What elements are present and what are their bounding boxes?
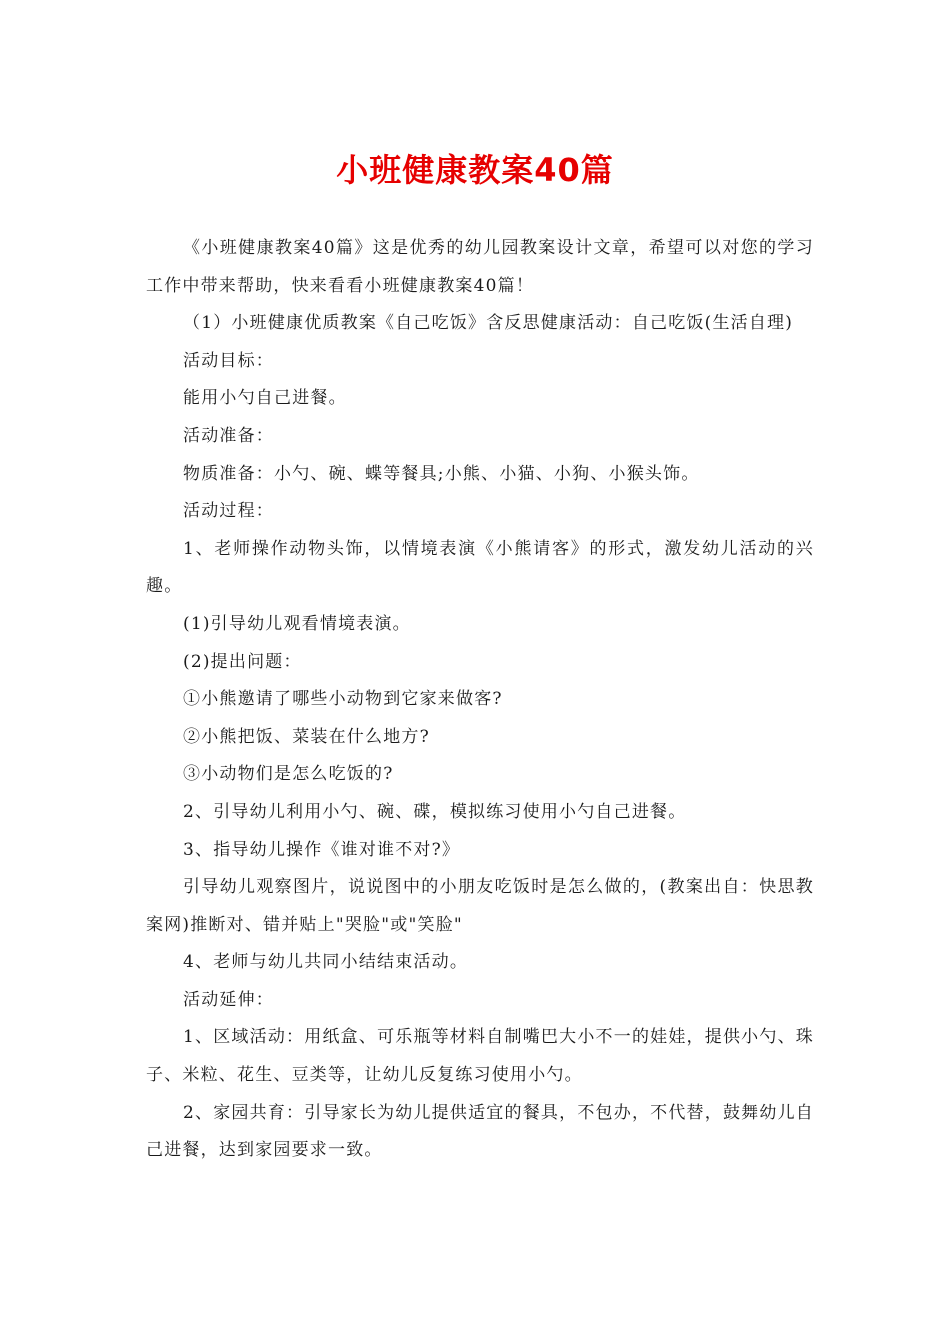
paragraph-step-1-2: (2)提出问题： bbox=[183, 651, 302, 672]
paragraph-prep-label: 活动准备： bbox=[183, 425, 274, 446]
paragraph-intro: 《小班健康教案40篇》这是优秀的幼儿园教案设计文章，希望可以对您的学习工作中带来帮助，快来看看小班健康教案40篇！ bbox=[146, 238, 814, 296]
paragraph-step-1-1: (1)引导幼儿观看情境表演。 bbox=[183, 613, 411, 634]
paragraph-step-3: 3、指导幼儿操作《谁对谁不对?》 bbox=[183, 839, 461, 860]
paragraph-step-4: 4、老师与幼儿共同小结结束活动。 bbox=[183, 952, 469, 973]
paragraph-question-2: ②小熊把饭、菜装在什么地方? bbox=[183, 726, 430, 747]
paragraph-lesson-heading: （1）小班健康优质教案《自己吃饭》含反思健康活动：自己吃饭(生活自理) bbox=[183, 313, 794, 334]
paragraph-goal: 能用小勺自己进餐。 bbox=[183, 388, 347, 409]
paragraph-process-label: 活动过程： bbox=[183, 501, 274, 522]
paragraph-goal-label: 活动目标： bbox=[183, 350, 274, 371]
paragraph-question-1: ①小熊邀请了哪些小动物到它家来做客? bbox=[183, 689, 503, 710]
paragraph-prep: 物质准备：小勺、碗、蝶等餐具;小熊、小猫、小狗、小猴头饰。 bbox=[183, 463, 700, 484]
paragraph-extension-2: 2、家园共育：引导家长为幼儿提供适宜的餐具，不包办，不代替，鼓舞幼儿自己进餐，达到家园要求一致。 bbox=[146, 1102, 814, 1161]
paragraph-step-3-detail: 引导幼儿观察图片，说说图中的小朋友吃饭时是怎么做的，(教案出自：快思教案网)推断对、错并贴上"哭脸"或"笑脸" bbox=[146, 877, 814, 935]
paragraph-step-1: 1、老师操作动物头饰，以情境表演《小熊请客》的形式，激发幼儿活动的兴趣。 bbox=[146, 538, 814, 597]
paragraph-question-3: ③小动物们是怎么吃饭的? bbox=[183, 764, 394, 785]
document-body bbox=[146, 230, 814, 1170]
paragraph-step-2: 2、引导幼儿利用小勺、碗、碟，模拟练习使用小勺自己进餐。 bbox=[183, 801, 687, 822]
paragraph-extension-label: 活动延伸： bbox=[183, 989, 274, 1010]
document-title: 小班健康教案40篇 bbox=[336, 151, 614, 189]
paragraph-extension-1: 1、区域活动：用纸盒、可乐瓶等材料自制嘴巴大小不一的娃娃，提供小勺、珠子、米粒、花生、豆类等，让幼儿反复练习使用小勺。 bbox=[146, 1027, 814, 1086]
